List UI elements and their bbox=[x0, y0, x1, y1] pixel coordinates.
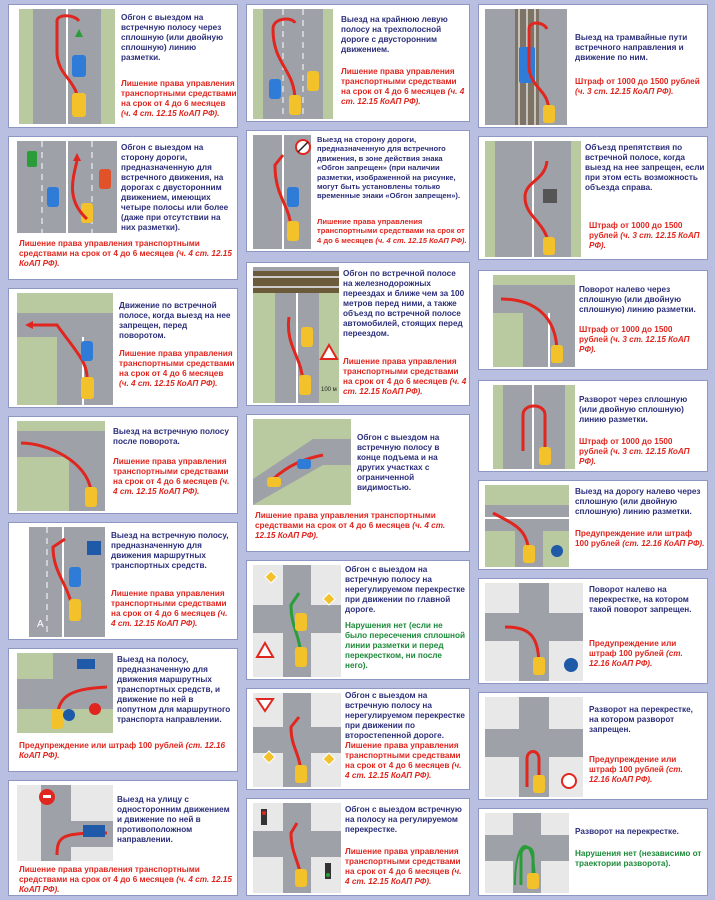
road-illustration bbox=[493, 385, 575, 469]
card-main-road-intersection bbox=[246, 560, 470, 680]
road-illustration bbox=[253, 135, 311, 249]
card-overtake-solid-line bbox=[8, 4, 238, 128]
card-penalty: Штраф от 1000 до 1500 рублей (ч. 3 ст. 12.15 КоАП РФ). bbox=[575, 77, 700, 96]
card-left-turn-forbidden bbox=[478, 578, 708, 684]
road-illustration bbox=[485, 141, 581, 257]
card-description: Обгон с выездом на сторону дороги, предназначенную для встречного движения, на дорогах с двусторонним движением, имеющих четыре полосы или более (даже при отсутствии на них разметки). bbox=[121, 143, 229, 232]
card-regulated-intersection bbox=[246, 798, 470, 896]
card-penalty: Лишение права управления транспортными средствами на срок от 4 до 6 месяцев (ч. 4 ст. 12.15 КоАП РФ). bbox=[119, 349, 235, 388]
svg-text:A: A bbox=[37, 619, 44, 630]
card-penalty: Штраф от 1000 до 1500 рублей (ч. 3 ст. 12.15 КоАП РФ). bbox=[579, 325, 690, 354]
road-illustration bbox=[17, 141, 117, 233]
card-penalty: Лишение права управления транспортными средствами на срок от 4 до 6 месяцев (ч. 4 ст. 12.15 КоАП РФ). bbox=[121, 79, 237, 118]
road-illustration bbox=[485, 485, 569, 567]
card-description: Движение по встречной полосе, когда выезд на нее запрещен, перед поворотом. bbox=[119, 301, 231, 340]
card-tram-tracks bbox=[478, 4, 708, 128]
card-penalty: Лишение права управления транспортными средствами на срок от 4 до 6 месяцев (ч. 4 ст. 12.15 КоАП РФ). bbox=[345, 741, 462, 780]
road-illustration bbox=[19, 9, 115, 124]
card-description: Обгон с выездом на встречную полосу на нерегулируемом перекрестке при движении по главной дороге. bbox=[345, 565, 465, 614]
card-u-turn-solid bbox=[478, 380, 708, 472]
road-illustration bbox=[253, 419, 351, 505]
card-penalty: Лишение права управления транспортными средствами на срок от 4 до 6 месяцев (ч. 4 ст. 12.15 КоАП РФ). bbox=[19, 239, 232, 268]
card-penalty: Лишение права управления транспортными средствами на срок от 4 до 6 месяцев (ч. 4 ст. 12.15 КоАП РФ). bbox=[255, 511, 446, 540]
card-penalty: Штраф от 1000 до 1500 рублей (ч. 3 ст. 12.15 КоАП РФ). bbox=[579, 437, 690, 466]
card-left-lane-three-lane bbox=[246, 4, 470, 122]
card-no-overtaking-sign bbox=[246, 130, 470, 252]
card-penalty: Лишение права управления транспортными средствами на срок от 4 до 6 месяцев (ч. 4 ст. 12.15 КоАП РФ). bbox=[113, 457, 230, 496]
card-one-way-street bbox=[8, 780, 238, 896]
road-illustration bbox=[485, 813, 569, 893]
card-penalty: Штраф от 1000 до 1500 рублей (ч. 3 ст. 12.15 КоАП РФ). bbox=[589, 221, 700, 250]
road-illustration bbox=[253, 9, 333, 119]
card-overtake-four-lanes bbox=[8, 136, 238, 280]
card-description: Разворот на перекрестке, на котором разворот запрещен. bbox=[589, 705, 693, 734]
road-illustration bbox=[17, 421, 105, 511]
card-description: Выезд на улицу с односторонним движением и движение по ней в противоположном направлении. bbox=[117, 795, 230, 844]
card-description: Выезд на трамвайные пути встречного направления и движение по ним. bbox=[575, 33, 688, 62]
road-illustration bbox=[17, 293, 113, 405]
card-penalty: Предупреждение или штраф 100 рублей (ст. 12.16 КоАП РФ). bbox=[589, 755, 683, 784]
card-penalty: Предупреждение или штраф 100 рублей (ст. 12.16 КоАП РФ). bbox=[575, 529, 705, 548]
card-description: Разворот через сплошную (или двойную сплошную) линию разметки. bbox=[579, 395, 688, 424]
card-penalty: Лишение права управления транспортными средствами на срок от 4 до 6 месяцев (ч. 4 ст. 12.15 КоАП РФ). bbox=[317, 217, 467, 245]
road-illustration bbox=[253, 267, 339, 403]
card-obstacle-bypass bbox=[478, 136, 708, 260]
card-no-violation: Нарушения нет (независимо от траектории разворота). bbox=[575, 849, 702, 868]
card-bus-lane-same-direction bbox=[8, 648, 238, 772]
card-penalty: Предупреждение или штраф 100 рублей (ст. 12.16 КоАП РФ). bbox=[589, 639, 683, 668]
card-description: Поворот налево на перекрестке, на котором такой поворот запрещен. bbox=[589, 585, 692, 614]
card-description: Выезд на встречную полосу после поворота. bbox=[113, 427, 229, 446]
card-description: Выезд на дорогу налево через сплошную (или двойную сплошную) линию разметки. bbox=[575, 487, 701, 516]
card-penalty: Лишение права управления транспортными средствами на срок от 4 до 6 месяцев (ч. 4 ст. 12.15 КоАП РФ). bbox=[19, 865, 232, 894]
card-description: Выезд на встречную полосу, предназначенную для движения маршрутных транспортных средств. bbox=[111, 531, 229, 570]
road-illustration bbox=[17, 653, 113, 733]
card-description: Обгон с выездом на встречную полосу в конце подъема и на других участках с ограниченной видимостью. bbox=[357, 433, 440, 492]
card-u-turn-allowed bbox=[478, 808, 708, 896]
road-illustration bbox=[253, 693, 341, 787]
card-oncoming-before-turn bbox=[8, 288, 238, 408]
card-secondary-road-intersection bbox=[246, 688, 470, 790]
road-illustration bbox=[485, 583, 583, 681]
card-description: Обгон с выездом на встречную полосу на нерегулируемом перекрестке при движении по второстепенной дороге. bbox=[345, 691, 465, 740]
road-illustration bbox=[17, 785, 113, 861]
road-illustration bbox=[29, 527, 105, 637]
card-penalty: Предупреждение или штраф 100 рублей (ст. 12.16 КоАП РФ). bbox=[19, 741, 226, 760]
road-illustration bbox=[253, 803, 341, 893]
card-description: Обгон с выездом встречную на полосу на регулируемом перекрестке. bbox=[345, 805, 462, 834]
card-description: Поворот налево через сплошную (или двойную сплошную) линию разметки. bbox=[579, 285, 696, 314]
card-penalty: Лишение права управления транспортными средствами на срок от 4 до 6 месяцев (ч. 4 ст. 12.15 КоАП РФ). bbox=[341, 67, 465, 106]
road-illustration bbox=[253, 565, 341, 677]
card-no-violation: Нарушения нет (если не было пересечения сплошной линии разметки и перед перекрестком, ни после него). bbox=[345, 621, 466, 670]
card-limited-visibility bbox=[246, 414, 470, 552]
card-description: Обгон по встречной полосе на железнодорожных переездах и ближе чем за 100 метров перед ними, а также объезд по встречной полосе автомобилей, стоящих перед переездом. bbox=[343, 269, 465, 338]
card-penalty: Лишение права управления транспортными средствами на срок от 4 до 6 месяцев (ч. 4 ст. 12.15 КоАП РФ). bbox=[345, 847, 462, 886]
card-description: Разворот на перекрестке. bbox=[575, 827, 679, 836]
card-bus-lane-oncoming bbox=[8, 522, 238, 640]
card-left-onto-road bbox=[478, 480, 708, 570]
card-description: Выезд на крайнюю левую полосу на трехполосной дороге с двусторонним движением. bbox=[341, 15, 448, 54]
card-penalty: Лишение права управления транспортными средствами на срок от 4 до 6 месяцев (ч. 4 ст. 12.15 КоАП РФ). bbox=[111, 589, 228, 628]
road-illustration bbox=[485, 9, 567, 125]
road-illustration bbox=[493, 275, 575, 367]
card-description: Выезд на полосу, предназначенную для движения маршрутных транспортных средств, и движение по ней в попутном для маршрутного транспорта направлении. bbox=[117, 655, 231, 724]
card-left-turn-solid bbox=[478, 270, 708, 370]
road-illustration bbox=[485, 697, 583, 797]
card-description: Обгон с выездом на встречную полосу через сплошную (или двойную сплошную) линию разметки. bbox=[121, 13, 224, 62]
card-description: Выезд на сторону дороги, предназначенную для встречного движения, в зоне действия знака «Обгон запрещен» (при наличии разметки, изображенной на рисунке, могут быть установлены только временные знаки «Обгон запрещен»). bbox=[317, 135, 461, 201]
card-u-turn-forbidden bbox=[478, 692, 708, 800]
card-oncoming-after-turn bbox=[8, 416, 238, 514]
card-description: Объезд препятствия по встречной полосе, когда выезд на нее запрещен, если при этом есть возможность объезда справа. bbox=[585, 143, 705, 192]
distance-label: 100 м bbox=[321, 387, 337, 393]
card-railway-crossing bbox=[246, 262, 470, 406]
card-penalty: Лишение права управления транспортными средствами на срок от 4 до 6 месяцев (ч. 4 ст. 12.15 КоАП РФ). bbox=[343, 357, 467, 396]
